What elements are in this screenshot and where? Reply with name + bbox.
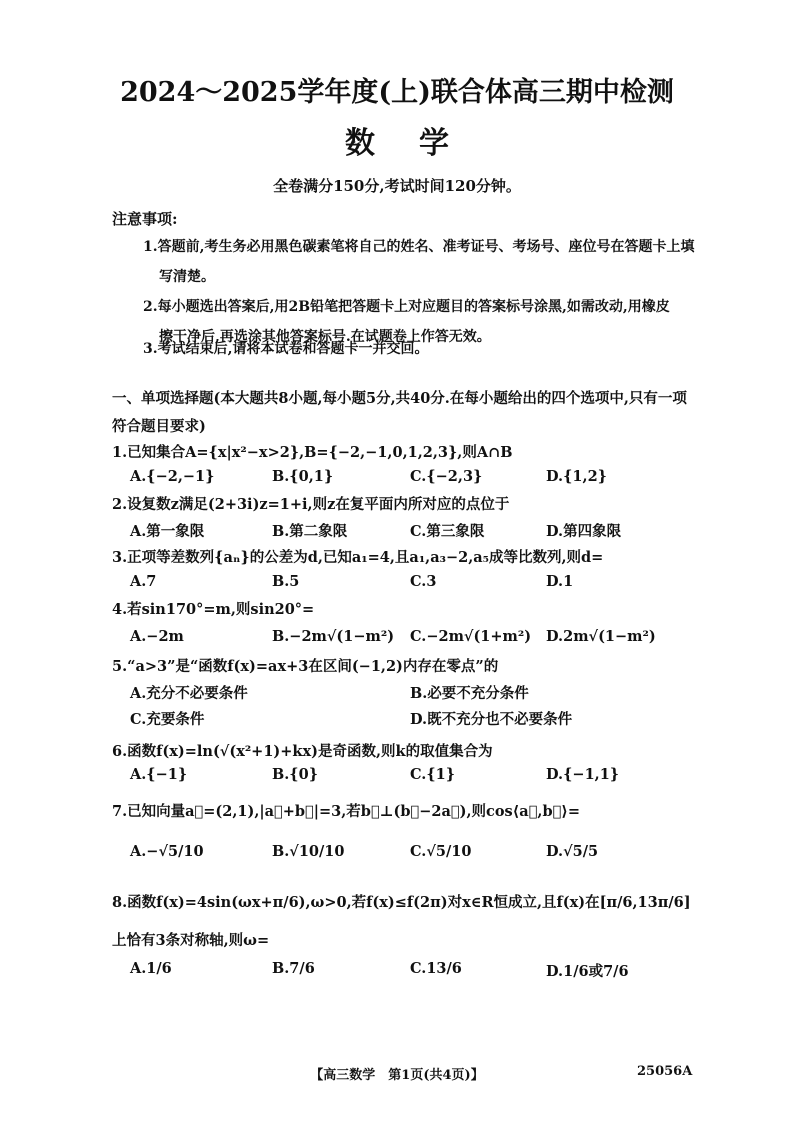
question-stem: 7.已知向量a⃗=(2,1),|a⃗+b⃗|=3,若b⃗⊥(b⃗−2a⃗),则cos⟨a⃗,b⃗⟩= [112,803,581,820]
question-options [130,843,690,869]
option-a: A.−2m [130,628,184,645]
option-c: C.第三象限 [410,523,485,540]
notes-title: 注意事项: [112,210,178,228]
note-line: 擦干净后,再选涂其他答案标号.在试题卷上作答无效。 [159,329,491,345]
option-d: D.第四象限 [546,523,622,540]
option-c: C.13/6 [410,960,462,977]
option-c: C.充要条件 [130,711,205,728]
option-b: B.−2m√(1−m²) [272,628,395,645]
paper-code: 25056A [637,1064,693,1079]
option-a: A.7 [130,573,157,590]
option-c: C.−2m√(1+m²) [410,628,532,645]
option-d: D.{−1,1} [546,766,620,783]
question-stem: 2.设复数z满足(2+3i)z=1+i,则z在复平面内所对应的点位于 [112,496,510,513]
option-b: B.{0,1} [272,468,334,485]
option-d: D.√5/5 [546,843,599,860]
option-c: C.3 [410,573,437,590]
option-a: A.充分不必要条件 [130,685,248,702]
option-c: C.{−2,3} [410,468,483,485]
question-stem: 1.已知集合A={x|x²−x>2},B={−2,−1,0,1,2,3},则A∩B [112,444,513,461]
option-b: B.√10/10 [272,843,345,860]
option-c: C.{1} [410,766,456,783]
question-options [130,573,690,599]
option-d: D.既不充分也不必要条件 [410,711,573,728]
exam-info: 全卷满分150分,考试时间120分钟。 [273,177,521,195]
note-line: 写清楚。 [159,269,215,285]
question-stem: 3.正项等差数列{aₙ}的公差为d,已知a₁=4,且a₁,a₃−2,a₅成等比数列,则d= [112,549,604,566]
question-options [130,520,690,546]
option-b: B.必要不充分条件 [410,685,529,702]
exam-title: 2024～2025学年度(上)联合体高三期中检测 [120,77,674,108]
option-a: A.1/6 [130,960,172,977]
option-d: D.1 [546,573,574,590]
subject-title: 数学 [345,126,493,161]
question-stem: 6.函数f(x)=ln(√(x²+1)+kx)是奇函数,则k的取值集合为 [112,743,493,760]
option-d: D.1/6或7/6 [546,963,629,980]
question-options [130,682,690,708]
question-options [130,766,690,792]
note-line: 2.每小题选出答案后,用2B铅笔把答题卡上对应题目的答案标号涂黑,如需改动,用橡皮 [143,299,670,315]
question-stem: 4.若sin170°=m,则sin20°= [112,601,315,618]
note-item [143,232,703,292]
note-item [143,334,703,364]
option-b: B.{0} [272,766,319,783]
question-options [130,960,690,986]
note-line: 3.考试结束后,请将本试卷和答题卡一并交回。 [143,341,429,357]
question-stem: 5.“a>3”是“函数f(x)=ax+3在区间(−1,2)内存在零点”的 [112,658,499,675]
option-b: B.7/6 [272,960,315,977]
option-a: A.{−1} [130,766,188,783]
page-footer: 【高三数学 第1页(共4页)】 [310,1068,484,1083]
option-a: A.第一象限 [130,523,205,540]
option-c: C.√5/10 [410,843,472,860]
section-header: 一、单项选择题(本大题共8小题,每小题5分,共40分.在每小题给出的四个选项中,只有一项符合题目要求) [112,390,687,435]
option-a: A.{−2,−1} [130,468,215,485]
question-options [130,708,690,734]
note-line: 1.答题前,考生务必用黑色碳素笔将自己的姓名、准考证号、考场号、座位号在答题卡上填 [143,239,695,255]
option-a: A.−√5/10 [130,843,204,860]
question-options [130,628,690,654]
option-d: D.2m√(1−m²) [546,628,656,645]
question-options [130,468,690,494]
option-b: B.5 [272,573,300,590]
question-stem: 8.函数f(x)=4sin(ωx+π/6),ω>0,若f(x)≤f(2π)对x∈R恒成立,且f(x)在[π/6,13π/6]上恰有3条对称轴,则ω= [112,894,691,949]
option-b: B.第二象限 [272,523,348,540]
option-d: D.{1,2} [546,468,607,485]
